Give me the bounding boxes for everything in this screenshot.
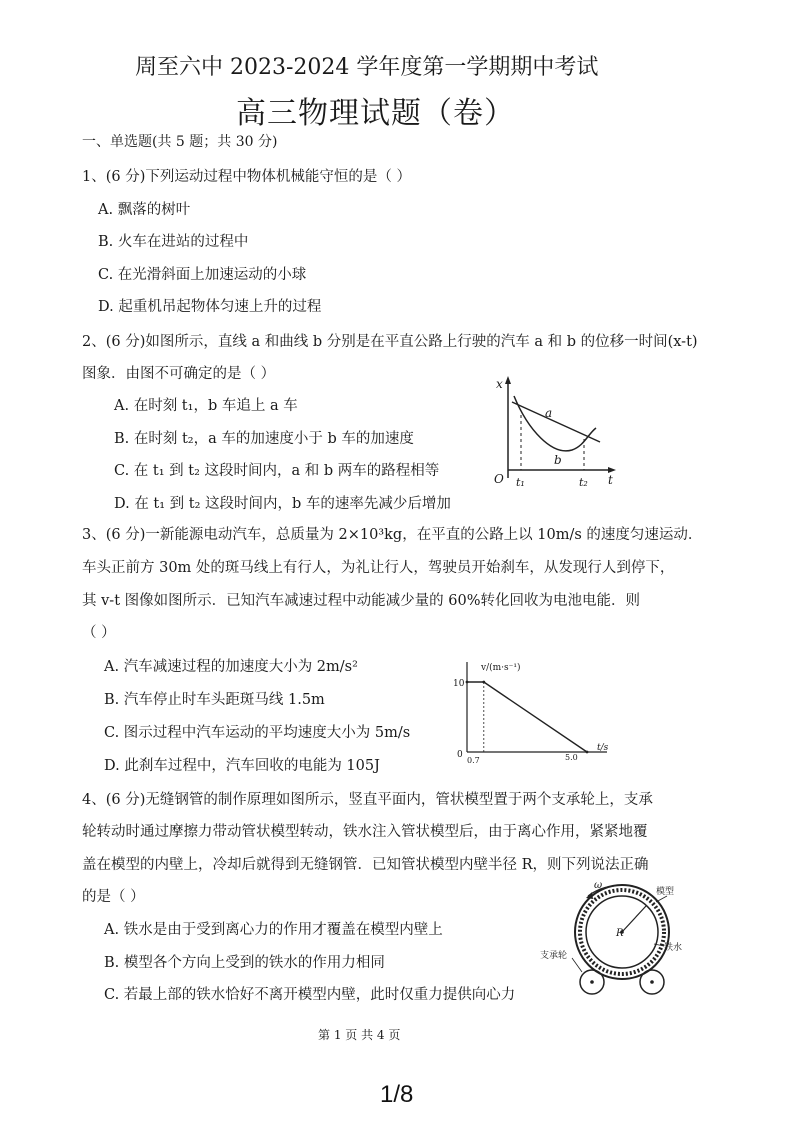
q4-left-wheel-hub <box>590 980 594 984</box>
q4-pipe-diagram <box>536 880 686 1002</box>
q4-option-b: B. 模型各个方向上受到的铁水的作用力相同 <box>104 955 385 971</box>
q1-option-d: D. 起重机吊起物体匀速上升的过程 <box>98 299 322 315</box>
q3-t1-label: 0.7 <box>467 756 480 765</box>
question-3-stem-line1: 3、(6 分)一新能源电动汽车，总质量为 2×10³kg，在平直的公路上以 10m/s 的速度匀速运动． <box>82 527 703 543</box>
q4-omega-arrow <box>586 892 593 899</box>
q2-option-c: C. 在 t₁ 到 t₂ 这段时间内，a 和 b 两车的路程相等 <box>114 463 440 479</box>
q3-origin-label: 0 <box>457 750 463 760</box>
question-2-stem-line2: 图象．由图不可确定的是（ ） <box>82 366 276 382</box>
q2-label-a: a <box>545 406 553 420</box>
q3-v0-label: 10 <box>453 679 465 689</box>
q2-curve-b <box>514 396 596 451</box>
question-3-stem-line3: 其 v-t 图像如图所示．已知汽车减速过程中动能减少量的 60%转化回收为电池电能．则 <box>82 593 640 609</box>
page-counter: 1/8 <box>380 1081 414 1108</box>
q3-data-point <box>482 681 485 684</box>
q3-data-point <box>586 751 589 754</box>
q4-model-label: 模型 <box>656 887 675 897</box>
q2-option-d: D. 在 t₁ 到 t₂ 这段时间内，b 车的速率先减少后增加 <box>114 496 451 512</box>
q2-tick-t1: t₁ <box>516 476 525 489</box>
page-number: 第 1 页 共 4 页 <box>318 1028 401 1042</box>
q4-omega-label: ω <box>594 880 603 891</box>
question-4-stem-line1: 4、(6 分)无缝钢管的制作原理如图所示，竖直平面内，管状模型置于两个支承轮上，支承 <box>82 792 653 808</box>
question-4-stem-line2: 轮转动时通过摩擦力带动管状模型转动，铁水注入管状模型后，由于离心作用，紧紧地覆 <box>82 824 648 840</box>
q3-velocity-line <box>467 682 587 752</box>
q2-x-label: t <box>608 473 613 487</box>
q3-option-b: B. 汽车停止时车头距斑马线 1.5m <box>104 692 325 708</box>
q4-option-c: C. 若最上部的铁水恰好不离开模型内壁，此时仅重力提供向心力 <box>104 987 516 1003</box>
q2-y-label: x <box>496 377 503 391</box>
q2-label-b: b <box>554 453 562 467</box>
question-3-stem-line2: 车头正前方 30m 处的斑马线上有行人，为礼让行人，驾驶员开始刹车，从发现行人到停下， <box>82 560 675 576</box>
q2-option-a: A. 在时刻 t₁，b 车追上 a 车 <box>114 398 298 414</box>
q2-origin-label: O <box>494 472 504 486</box>
exam-subtitle: 高三物理试题（卷） <box>236 96 515 131</box>
q3-data-point <box>466 681 469 684</box>
question-4-stem-line4: 的是（ ） <box>82 889 145 905</box>
q3-option-c: C. 图示过程中汽车运动的平均速度大小为 5m/s <box>104 725 411 741</box>
q1-option-c: C. 在光滑斜面上加速运动的小球 <box>98 267 307 283</box>
q4-iron-label: 铁水 <box>664 943 683 953</box>
question-4-stem-line3: 盖在模型的内壁上，冷却后就得到无缝钢管．已知管状模型内壁半径 R，则下列说法正确 <box>82 857 649 873</box>
q4-right-wheel-hub <box>650 980 654 984</box>
q4-radius-line <box>622 906 646 932</box>
q3-vt-graph <box>447 656 617 768</box>
q2-option-b: B. 在时刻 t₂，a 车的加速度小于 b 车的加速度 <box>114 431 414 447</box>
q2-y-arrow <box>505 376 511 384</box>
q1-option-a: A. 飘落的树叶 <box>98 202 191 218</box>
question-1-stem: 1、(6 分)下列运动过程中物体机械能守恒的是（ ） <box>82 169 411 185</box>
q3-option-d: D. 此刹车过程中，汽车回收的电能为 105J <box>104 758 380 774</box>
q3-option-a: A. 汽车减速过程的加速度大小为 2m/s² <box>104 659 358 675</box>
q2-line-a <box>512 402 600 442</box>
question-2-stem-line1: 2、(6 分)如图所示，直线 a 和曲线 b 分别是在平直公路上行驶的汽车 a 和 b 的位移一时间(x-t) <box>82 334 698 350</box>
q2-xt-graph <box>480 370 620 495</box>
section-heading: 一、单选题(共 5 题；共 30 分) <box>82 134 278 150</box>
q4-wheel-leader <box>572 958 582 972</box>
q3-y-label: v/(m·s⁻¹) <box>481 663 521 673</box>
exam-title: 周至六中 2023-2024 学年度第一学期期中考试 <box>135 55 599 80</box>
q4-option-a: A. 铁水是由于受到离心力的作用才覆盖在模型内壁上 <box>104 922 443 938</box>
q1-option-b: B. 火车在进站的过程中 <box>98 234 249 250</box>
question-3-stem-line4: （ ） <box>82 625 116 641</box>
q3-t2-label: 5.0 <box>565 753 578 762</box>
q3-x-label: t/s <box>597 743 609 753</box>
q4-wheel-label: 支承轮 <box>540 951 568 961</box>
q4-radius-label: R <box>616 928 624 939</box>
q2-tick-t2: t₂ <box>579 476 588 489</box>
